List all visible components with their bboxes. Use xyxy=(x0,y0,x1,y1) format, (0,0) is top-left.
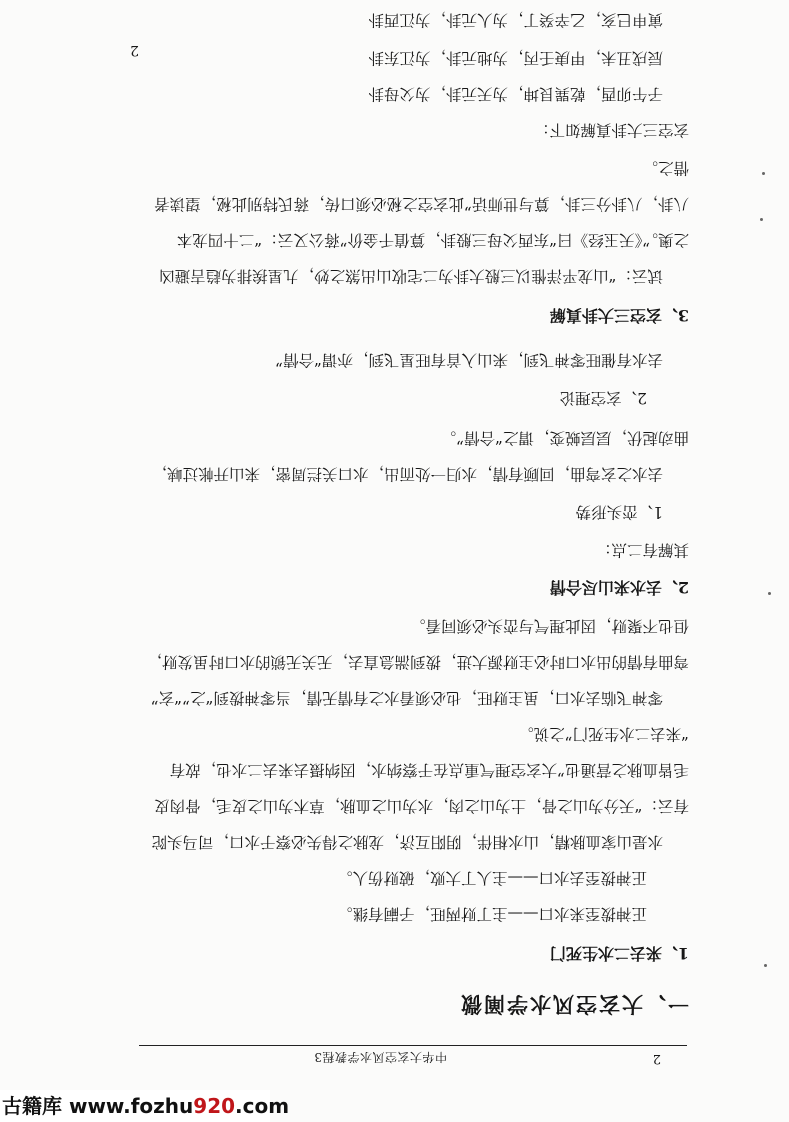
scan-speck xyxy=(764,964,767,967)
watermark-url-prefix: www.fozhu xyxy=(68,1094,194,1118)
section-heading: 1、来去二水生死门 xyxy=(549,944,689,963)
header-book-title: 中华大玄空风水学教程3 xyxy=(313,1050,447,1064)
chapter-heading: 一、大玄空风水学阐微 xyxy=(459,992,689,1017)
watermark-url-suffix: .com xyxy=(235,1094,290,1118)
section-heading: 2、去水来山尽合情 xyxy=(549,578,689,597)
text-line: 之奥。”《天玉经》曰“东西父母三般卦，算值千金价”蒋公又云：“二十四龙本 xyxy=(176,231,689,249)
text-line: 正神拨至去水口——主人丁大败，破财伤人。 xyxy=(336,869,647,887)
text-line: 八卦，八卦分三卦，算与世师话”此玄空之秘必须口传，蒋氏特别此秘，望读者 xyxy=(154,195,689,213)
text-line: 去水之玄弯曲，回顾有情，水归一处而出，水口关拦周密，来山开帐过峡， xyxy=(151,465,663,483)
scan-speck xyxy=(760,218,763,221)
text-line: 玄空三大卦真解如下： xyxy=(533,121,689,139)
text-line: 曲动起伏，层层蜕变，谓之“合情”。 xyxy=(440,429,689,447)
scan-speck xyxy=(762,172,765,175)
text-line: 有云：“天分为山之骨，土为山之肉，水为山之血脉，草木为山之皮毛，骨肉皮 xyxy=(154,797,689,815)
text-line: 子午卯酉，乾巽艮坤，为天元卦，为父母卦 xyxy=(368,85,663,103)
text-line: “来去二水生死门”之说。 xyxy=(518,725,689,743)
running-header xyxy=(0,1048,789,1068)
text-line: 正神拨至来水口——主丁财两旺，子嗣有继。 xyxy=(336,905,647,923)
scan-speck xyxy=(768,592,771,595)
section-heading: 3、玄空三大卦真解 xyxy=(549,306,689,325)
text-line: 毛皆血脉之营通也”大玄空理气重点在于察纳水，因纳摄去来去二水也，故有 xyxy=(169,761,689,779)
header-page-number: 2 xyxy=(652,1051,661,1066)
text-line: 弯曲有情的出水口时必主财源大进，拨到湍急直去，无关无锁的水口时虽发财， xyxy=(146,653,689,671)
text-line: 惜之。 xyxy=(642,159,689,177)
subsection-heading: 1、峦头形势 xyxy=(575,503,663,521)
subsection-heading: 2、玄空理论 xyxy=(559,389,647,407)
text-line: 零神飞临去水口，虽主财旺，也必须看水之有情无情，当零神拨到“之”“玄” xyxy=(150,689,663,707)
site-watermark xyxy=(0,1090,290,1122)
watermark-site-name: 古籍库 xyxy=(2,1094,62,1118)
text-line: 其解有二点： xyxy=(595,541,689,559)
text-line: 辰戌丑未，甲庚壬丙，为地元卦，为江东卦 xyxy=(368,49,663,67)
header-rule xyxy=(139,1045,687,1046)
text-line: 试云：“山龙平洋惟以三般大卦为二宅收山出煞之妙，九星挨排为趋吉避凶 xyxy=(159,267,663,285)
footer-page-number: 2 xyxy=(130,42,139,58)
watermark-url-number: 920 xyxy=(193,1094,236,1118)
text-line: 去水有催旺零神飞到，来山入首有旺星飞到，亦谓“合情” xyxy=(275,351,663,369)
text-line: 水是山家血脉精，山水相伴，阴阳互济，龙脉之得失必察于水口，司马头陀 xyxy=(151,833,663,851)
text-line: 寅申巳亥，乙辛癸丁，为人元卦，为江西卦 xyxy=(368,11,663,29)
text-line: 但也不聚财，因此理气与峦头必须同看。 xyxy=(409,617,689,635)
